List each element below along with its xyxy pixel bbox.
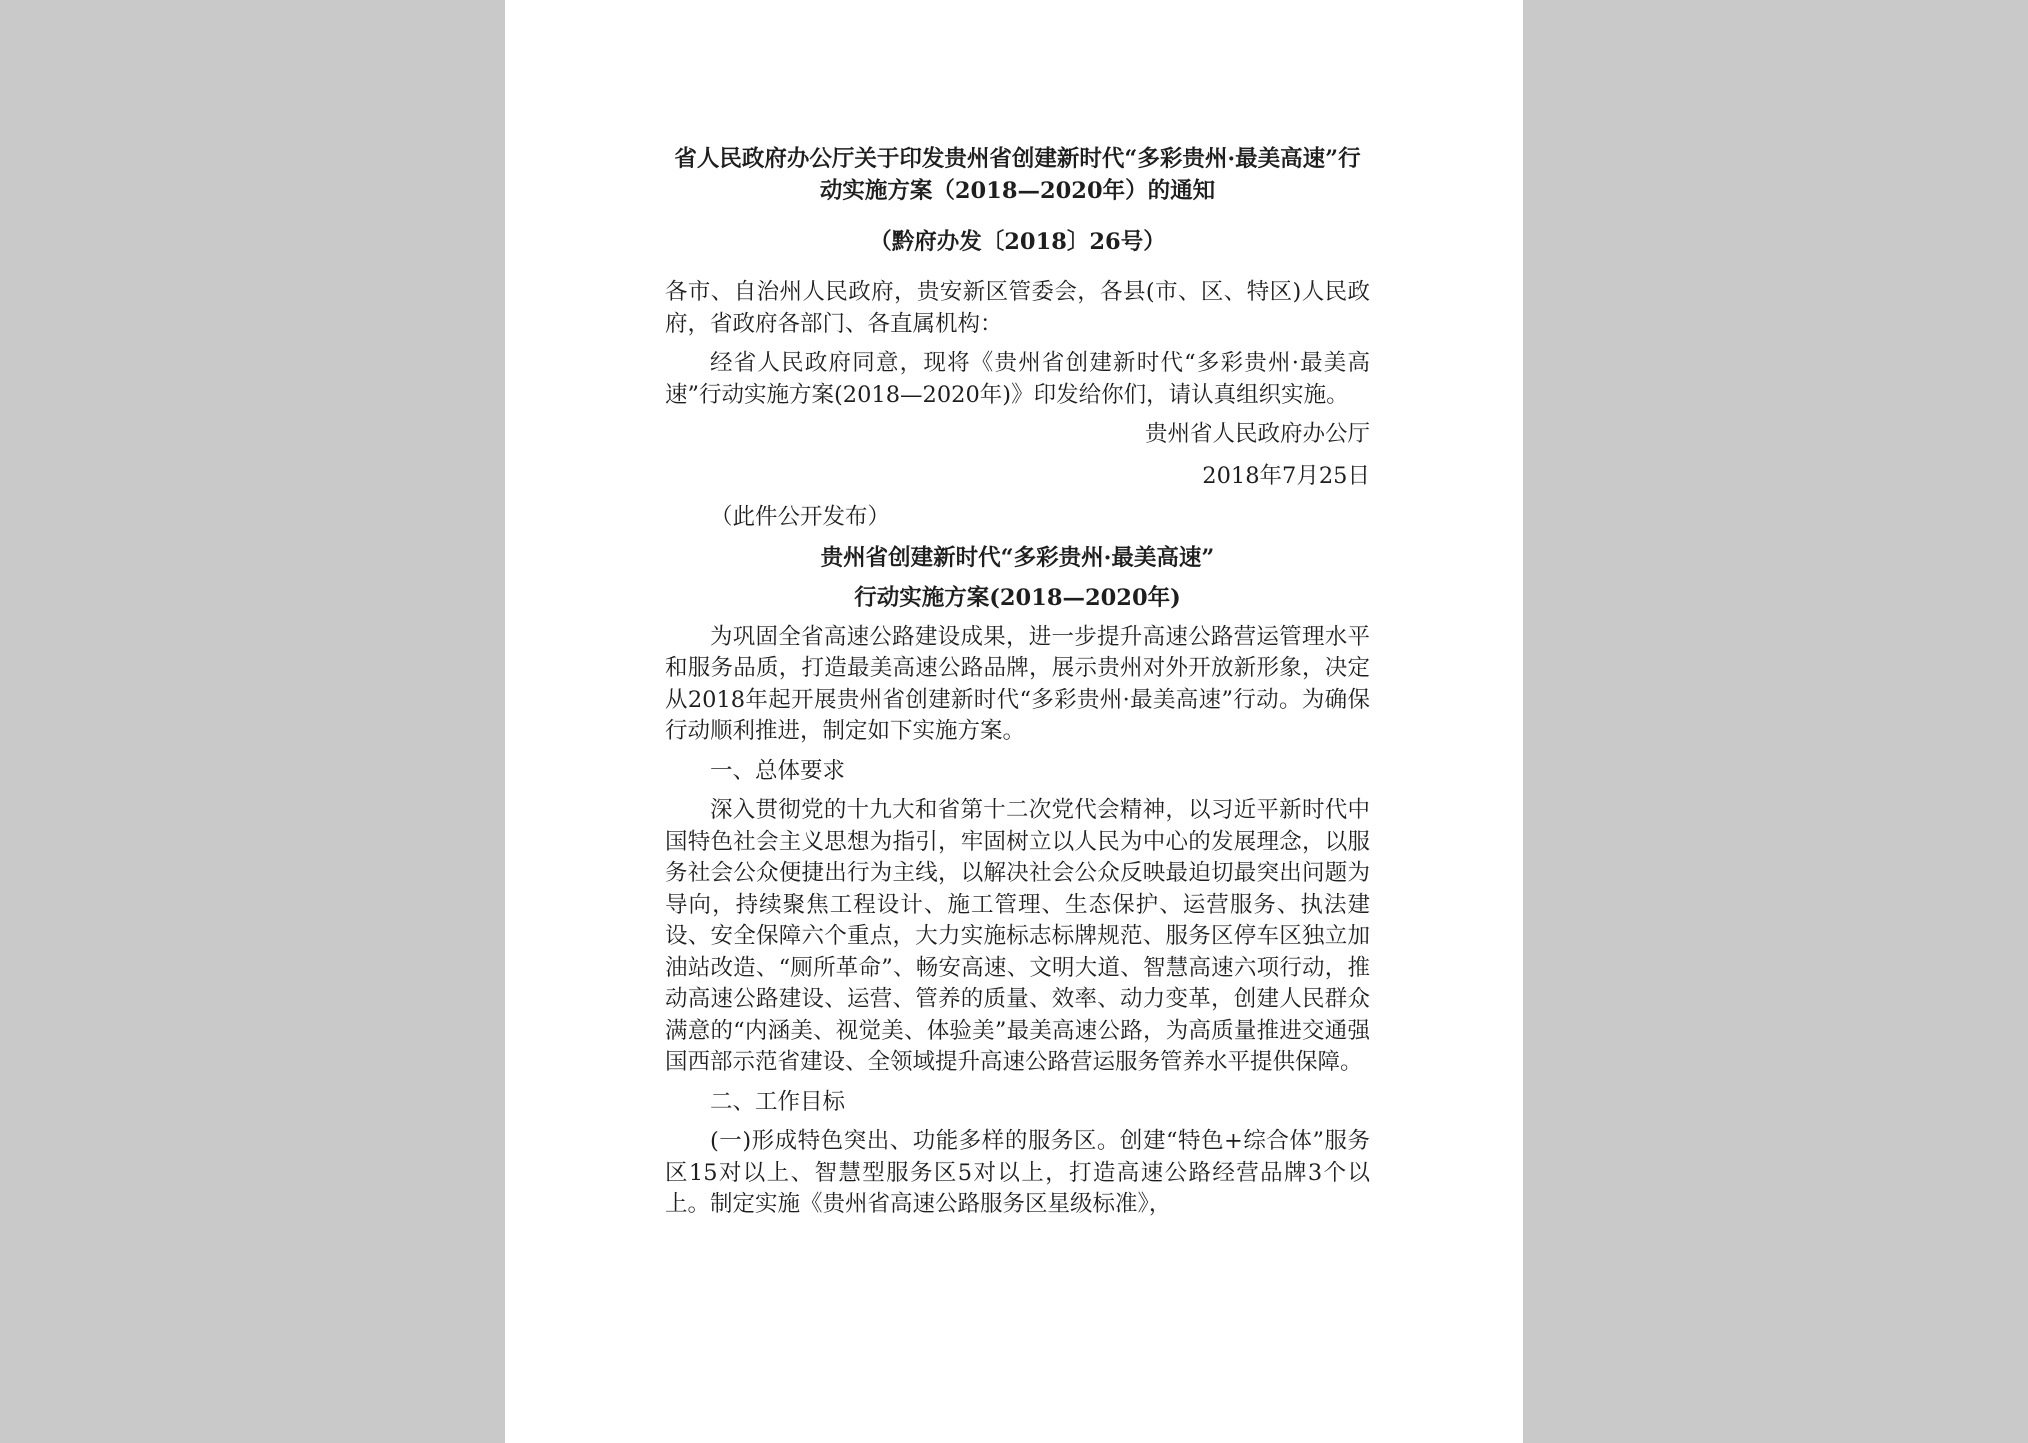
document-page [505,0,1523,1443]
intro-paragraph: 为巩固全省高速公路建设成果，进一步提升高速公路营运管理水平和服务品质，打造最美高速公路品牌，展示贵州对外开放新形象，决定从2018年起开展贵州省创建新时代“多彩贵州·最美高速”行动。为确保行动顺利推进，制定如下实施方案。 [665,623,1370,744]
section1-heading: 一、总体要求 [710,757,846,784]
section2-heading: 二、工作目标 [710,1088,846,1115]
document-content [665,143,1370,1221]
section1-body: 深入贯彻党的十九大和省第十二次党代会精神，以习近平新时代中国特色社会主义思想为指引，牢固树立以人民为中心的发展理念，以服务社会公众便捷出行为主线，以解决社会公众反映最迫切最突出问题为导向，持续聚焦工程设计、施工管理、生态保护、运营服务、执法建设、安全保障六个重点，大力实施标志标牌规范、服务区停车区独立加油站改造、“厕所革命”、畅安高速、文明大道、智慧高速六项行动，推动高速公路建设、运营、管养的质量、效率、动力变革，创建人民群众满意的“内涵美、视觉美、体验美”最美高速公路，为高质量推进交通强国西部示范省建设、全领域提升高速公路营运服务管养水平提供保障。 [665,797,1370,1075]
issuer: 贵州省人民政府办公厅 [1144,421,1370,447]
public-note: （此件公开发布） [710,504,891,530]
plan-title-line2: 行动实施方案(2018—2020年) [854,584,1181,611]
document-number: （黔府办发〔2018〕26号） [869,229,1166,255]
notice-title: 省人民政府办公厅关于印发贵州省创建新时代“多彩贵州·最美高速”行动实施方案（2018—2020年）的通知 [674,146,1361,204]
notice-body: 经省人民政府同意，现将《贵州省创建新时代“多彩贵州·最美高速”行动实施方案(2018—2020年)》印发给你们，请认真组织实施。 [665,350,1370,408]
addressees: 各市、自治州人民政府，贵安新区管委会，各县(市、区、特区)人民政府，省政府各部门、各直属机构： [665,279,1370,337]
issue-date: 2018年7月25日 [1202,462,1370,489]
plan-title-line1: 贵州省创建新时代“多彩贵州·最美高速” [820,544,1215,571]
section2-item1: (一)形成特色突出、功能多样的服务区。创建“特色+综合体”服务区15对以上、智慧型服务区5对以上，打造高速公路经营品牌3个以上。制定实施《贵州省高速公路服务区星级标准》， [665,1128,1370,1217]
